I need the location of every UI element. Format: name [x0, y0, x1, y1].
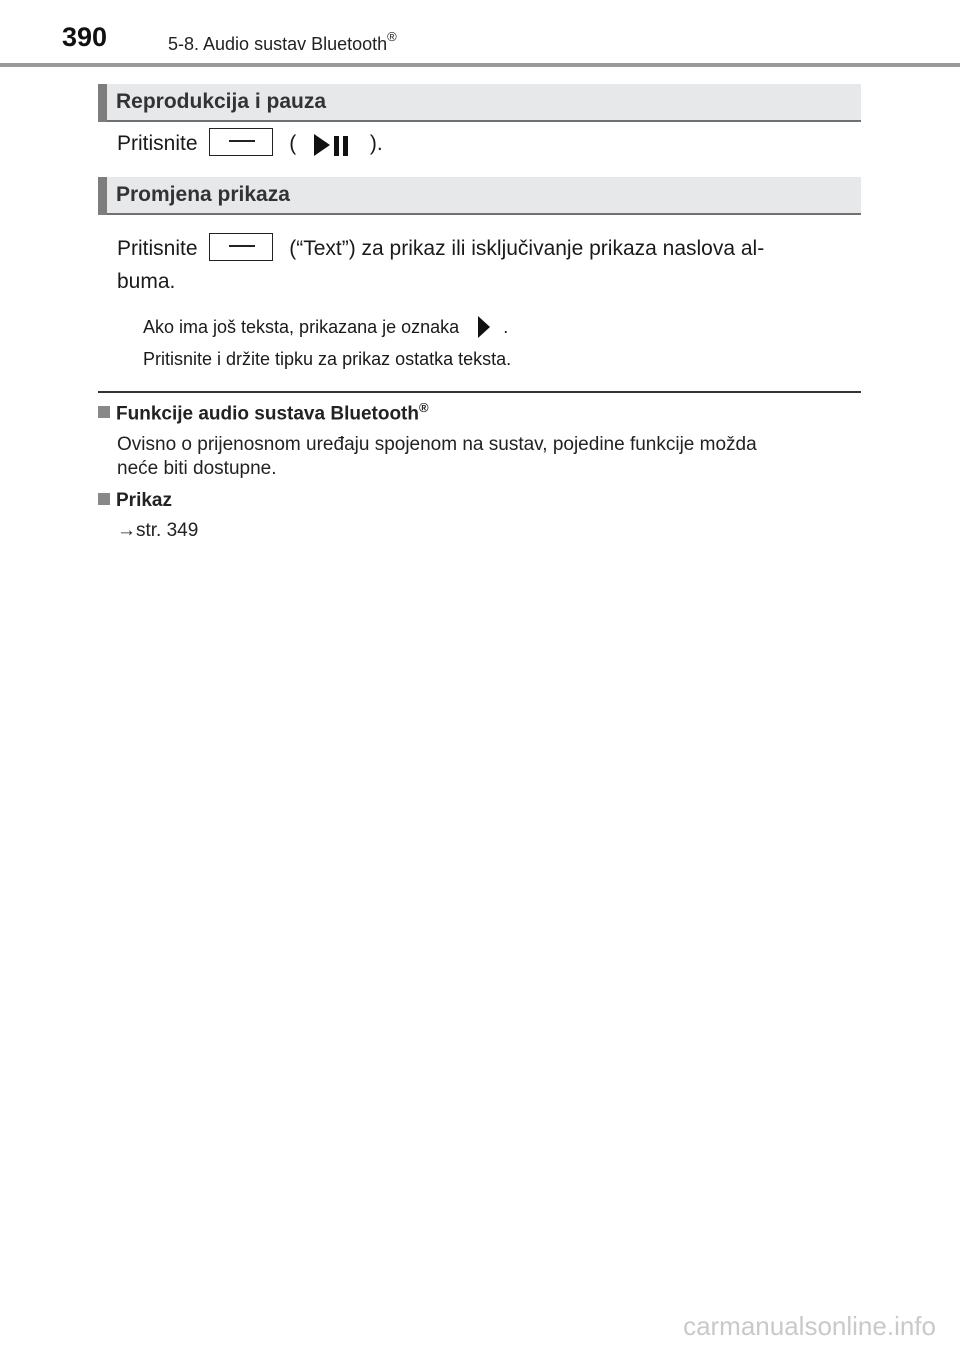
square-bullet-icon	[98, 493, 110, 505]
play-pause-icon	[312, 132, 350, 158]
header-rule	[0, 63, 960, 67]
page-reference-link[interactable]: →str. 349	[117, 520, 199, 541]
page-number: 390	[62, 22, 108, 52]
steering-switch-key	[209, 233, 273, 261]
page-header	[0, 0, 960, 66]
tip-more-text: Ako ima još teksta, prikazana je oznaka .	[143, 314, 508, 340]
steering-switch-key	[209, 128, 273, 156]
section-title: Promjena prikaza	[116, 183, 290, 206]
note-body-functions: Ovisno o prijenosnom uređaju spojenom na sustav, pojedine funkcije možda neće biti dostupne.	[117, 434, 757, 479]
square-bullet-icon	[98, 406, 110, 418]
chapter-title: 5-8. Audio sustav Bluetooth®	[168, 29, 397, 54]
watermark: carmanualsonline.info	[683, 1311, 936, 1341]
playback-instruction: Pritisnite ( ).	[117, 127, 383, 160]
section-title: Reprodukcija i pauza	[116, 90, 327, 113]
tip-hold-key: Pritisnite i držite tipku za prikaz ostatka teksta.	[143, 349, 512, 369]
section-bar-display	[98, 177, 861, 215]
display-instruction-cont: buma.	[117, 270, 176, 293]
note-title-functions: Funkcije audio sustava Bluetooth®	[98, 400, 429, 425]
section-bar-playback	[98, 84, 861, 122]
note-title-display: Prikaz	[98, 490, 172, 512]
divider	[98, 391, 861, 393]
display-instruction: Pritisnite (“Text”) za prikaz ili isključivanje prikaza naslova al-	[117, 232, 857, 265]
more-text-arrow-icon	[474, 314, 494, 340]
